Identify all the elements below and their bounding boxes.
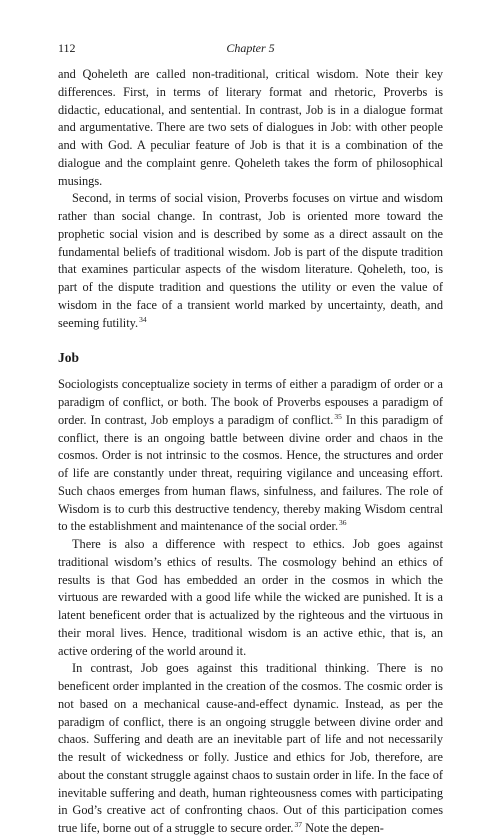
footnote-ref-35: 35 xyxy=(334,411,342,421)
footnote-ref-37: 37 xyxy=(294,820,302,829)
footnote-ref-34: 34 xyxy=(139,314,147,324)
footnote-ref-36: 36 xyxy=(339,518,347,528)
paragraph-5-text-a: In contrast, Job goes against this traditional thinking. There is no beneficent order implanted in the creation of the cosmos. The cosmic order is not based on a mechanical cause-and-effect dynamic. Instead, as per the paradigm of conflict, there is an ongoing struggle between divine order and chaos. Suffering and death are an inevitable part of life and not necessarily the result of wickedness or folly. Justice and ethics for Job, therefore, are about the constant struggle against chaos to sustain order in life. In the face of inevitable suffering and death, human righteousness comes with participating in God’s creative act of confronting chaos. Out of this participation comes true life, borne out of a struggle to secure order. xyxy=(58,661,443,835)
running-head: Chapter 5 xyxy=(226,41,275,55)
page-number: 112 xyxy=(58,41,76,55)
paragraph-3-text-b: In this paradigm of conflict, there is an ongoing battle between divine order and chaos in the cosmos. Order is not intrinsic to the cosmos. Hence, the structures and order of life are constantly under threat, requiring vigilance and unceasing effort. Such chaos emerges from human flaws, sinfulness, and failures. The role of Wisdom is to curb this destructive tendency, thereby making Wisdom central to the establishment and maintenance of the social order. xyxy=(58,412,444,534)
paragraph-4 xyxy=(58,536,443,660)
paragraph-3-text-a: Sociologists conceptualize society in terms of either a paradigm of order or a paradigm of conflict, or both. The book of Proverbs espouses a paradigm of order. In contrast, Job employs a paradigm of conflict. xyxy=(58,377,443,427)
paragraph-2 xyxy=(58,190,443,332)
section-heading: Job xyxy=(58,350,80,366)
body-text xyxy=(58,66,443,838)
paragraph-2-text: Second, in terms of social vision, Proverbs focuses on virtue and wisdom rather than social change. In contrast, Job is oriented more toward the prophetic social vision and is described by some as a direct assault on the fundamental beliefs of traditional wisdom. Job is part of the dispute tradition that examines particular aspects of the wisdom literature. Qoheleth, too, is part of the dispute tradition and questions the utility or even the value of wisdom in the face of a transient world marked by uncertainty, death, and seeming futility. xyxy=(58,191,443,330)
paragraph-5 xyxy=(58,660,443,838)
paragraph-1-text: and Qoheleth are called non-traditional, critical wisdom. Note their key differences. First, in terms of literary format and rhetoric, Proverbs is didactic, educational, and sentential. In contrast, Job is in a dialogue format and argumentative. There are two sets of dialogues in Job: with other people and with God. A peculiar feature of Job is that it is a combination of the dialogue and the complaint genre. Qoheleth takes the form of philosophical musings. xyxy=(58,67,443,188)
page-header xyxy=(58,41,443,57)
paragraph-5-text-b: Note the depen- xyxy=(301,821,384,835)
paragraph-3 xyxy=(58,376,443,536)
paragraph-4-text: There is also a difference with respect to ethics. Job goes against traditional wisdom’s ethics of results. The cosmology behind an ethics of results is that God has embedded an order in the cosmos in which the virtuous are rewarded with a good life while the wicked are punished. It is a latent beneficent order that is actualized by the righteous and the virtuous in their moral lives. Hence, traditional wisdom is an active ethic, that is, an active ordering of the world around it. xyxy=(58,537,443,658)
paragraph-1 xyxy=(58,66,443,190)
